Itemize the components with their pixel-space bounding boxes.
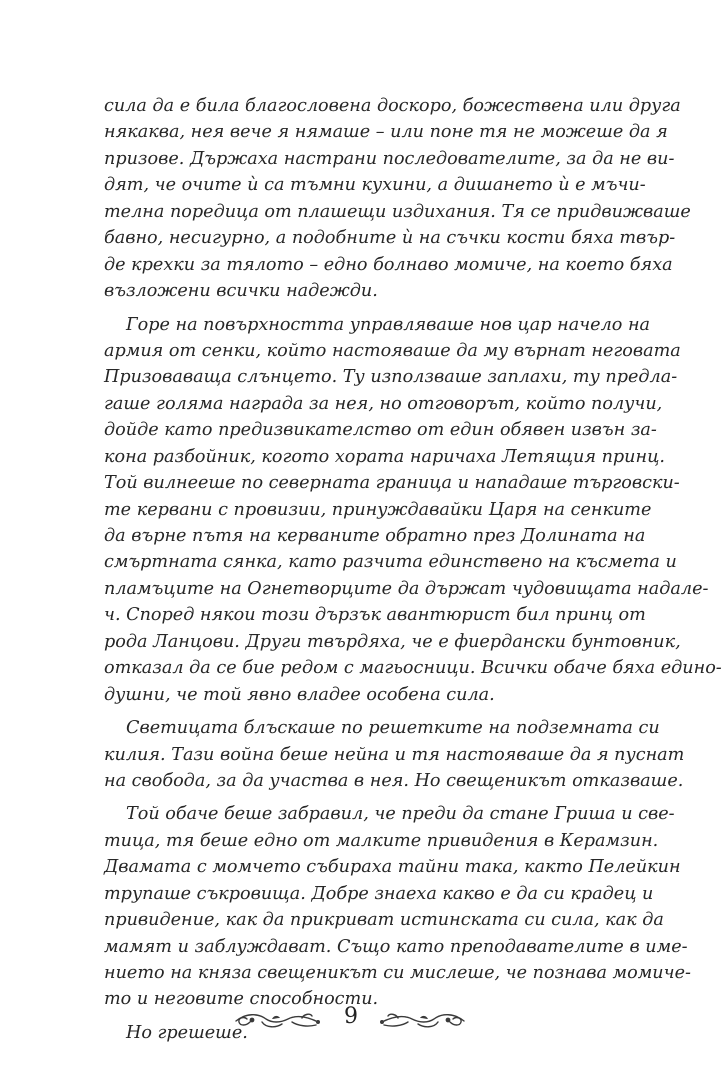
text-line: отказал да се бие редом с магьосници. Всички обаче бяха едино- — [104, 658, 722, 679]
text-line: армия от сенки, който настояваше да му върнат неговата — [104, 340, 681, 361]
paragraph — [104, 801, 691, 1013]
text-line: Двамата с момчето събираха тайни така, както Пелейкин — [104, 857, 681, 878]
text-line: душни, че той явно владее особена сила. — [104, 684, 495, 705]
text-line: някаква, нея вече я нямаше – или поне тя не можеше да я — [104, 122, 668, 143]
text-line: Светицата блъскаше по решетките на подземната си — [126, 718, 660, 739]
text-line: Призоваваща слънцето. Ту използваше заплахи, ту предла- — [104, 367, 678, 388]
text-line: смъртната сянка, като разчита единствено на късмета и — [104, 552, 677, 573]
scroll-flourish-right-icon — [376, 1010, 468, 1032]
text-line: де крехки за тялото – едно болнаво момиче, на което бяха — [104, 254, 673, 275]
text-line: бавно, несигурно, а подобните ѝ на съчки кости бяха твър- — [104, 228, 676, 249]
paragraph-gap — [104, 794, 600, 801]
text-line: трупаше съкровища. Добре знаеха какво е да си крадец и — [104, 883, 654, 904]
text-line: Горе на повърхността управляваше нов цар начело на — [126, 314, 651, 335]
text-line: призове. Държаха настрани последователите, за да не ви- — [104, 148, 675, 169]
scroll-flourish-left-icon — [232, 1010, 324, 1032]
page-number: 9 — [344, 1004, 358, 1029]
paragraph — [104, 93, 691, 305]
paragraph-gap — [104, 708, 600, 715]
body-text — [104, 93, 722, 1046]
text-line: привидение, как да прикриват истинската си сила, как да — [104, 910, 664, 931]
text-line: те кервани с провизии, принуждавайки Царя на сенките — [104, 499, 652, 520]
text-line: ч. Според някои този дързък авантюрист бил принц от — [104, 605, 646, 626]
text-line: Той вилнееше по северната граница и нападаше търговски- — [104, 473, 680, 494]
text-line: на свобода, за да участва в нея. Но свещеникът отказваше. — [104, 770, 684, 791]
text-line: дят, че очите ѝ са тъмни кухини, а дишането ѝ е мъчи- — [104, 175, 646, 196]
paragraph-gap — [104, 305, 600, 312]
text-line: Той обаче беше забравил, че преди да стане Гриша и све- — [126, 804, 675, 825]
text-line: рода Ланцови. Други твърдяха, че е фиердански бунтовник, — [104, 631, 681, 652]
paragraph — [104, 312, 722, 709]
text-line: то и неговите способности. — [104, 989, 379, 1010]
text-line: дойде като предизвикателство от един обявен извън за- — [104, 420, 657, 441]
text-line: пламъците на Огнетворците да държат чудовищата надале- — [104, 578, 709, 599]
page-footer — [0, 1000, 700, 1040]
paragraph — [104, 715, 685, 794]
text-line: тица, тя беше едно от малките привидения в Керамзин. — [104, 830, 659, 851]
text-line: мамят и заблуждават. Също като преподавателите в име- — [104, 936, 688, 957]
text-line: нието на княза свещеникът си мислеше, че познава момиче- — [104, 963, 691, 983]
text-line: кона разбойник, когото хората наричаха Летящия принц. — [104, 446, 665, 467]
text-line: телна поредица от плашещи издихания. Тя се придвижваше — [104, 201, 691, 222]
text-line: сила да е била благословена доскоро, божествена или друга — [104, 96, 681, 116]
text-line: гаше голяма награда за нея, но отговорът, който получи, — [104, 393, 663, 414]
text-line: възложени всички надежди. — [104, 281, 378, 302]
text-line: килия. Тази война беше нейна и тя настояваше да я пуснат — [104, 744, 685, 765]
text-line: Но грешеше. — [126, 1022, 248, 1043]
text-line: да върне пътя на керваните обратно през Долината на — [104, 526, 646, 546]
